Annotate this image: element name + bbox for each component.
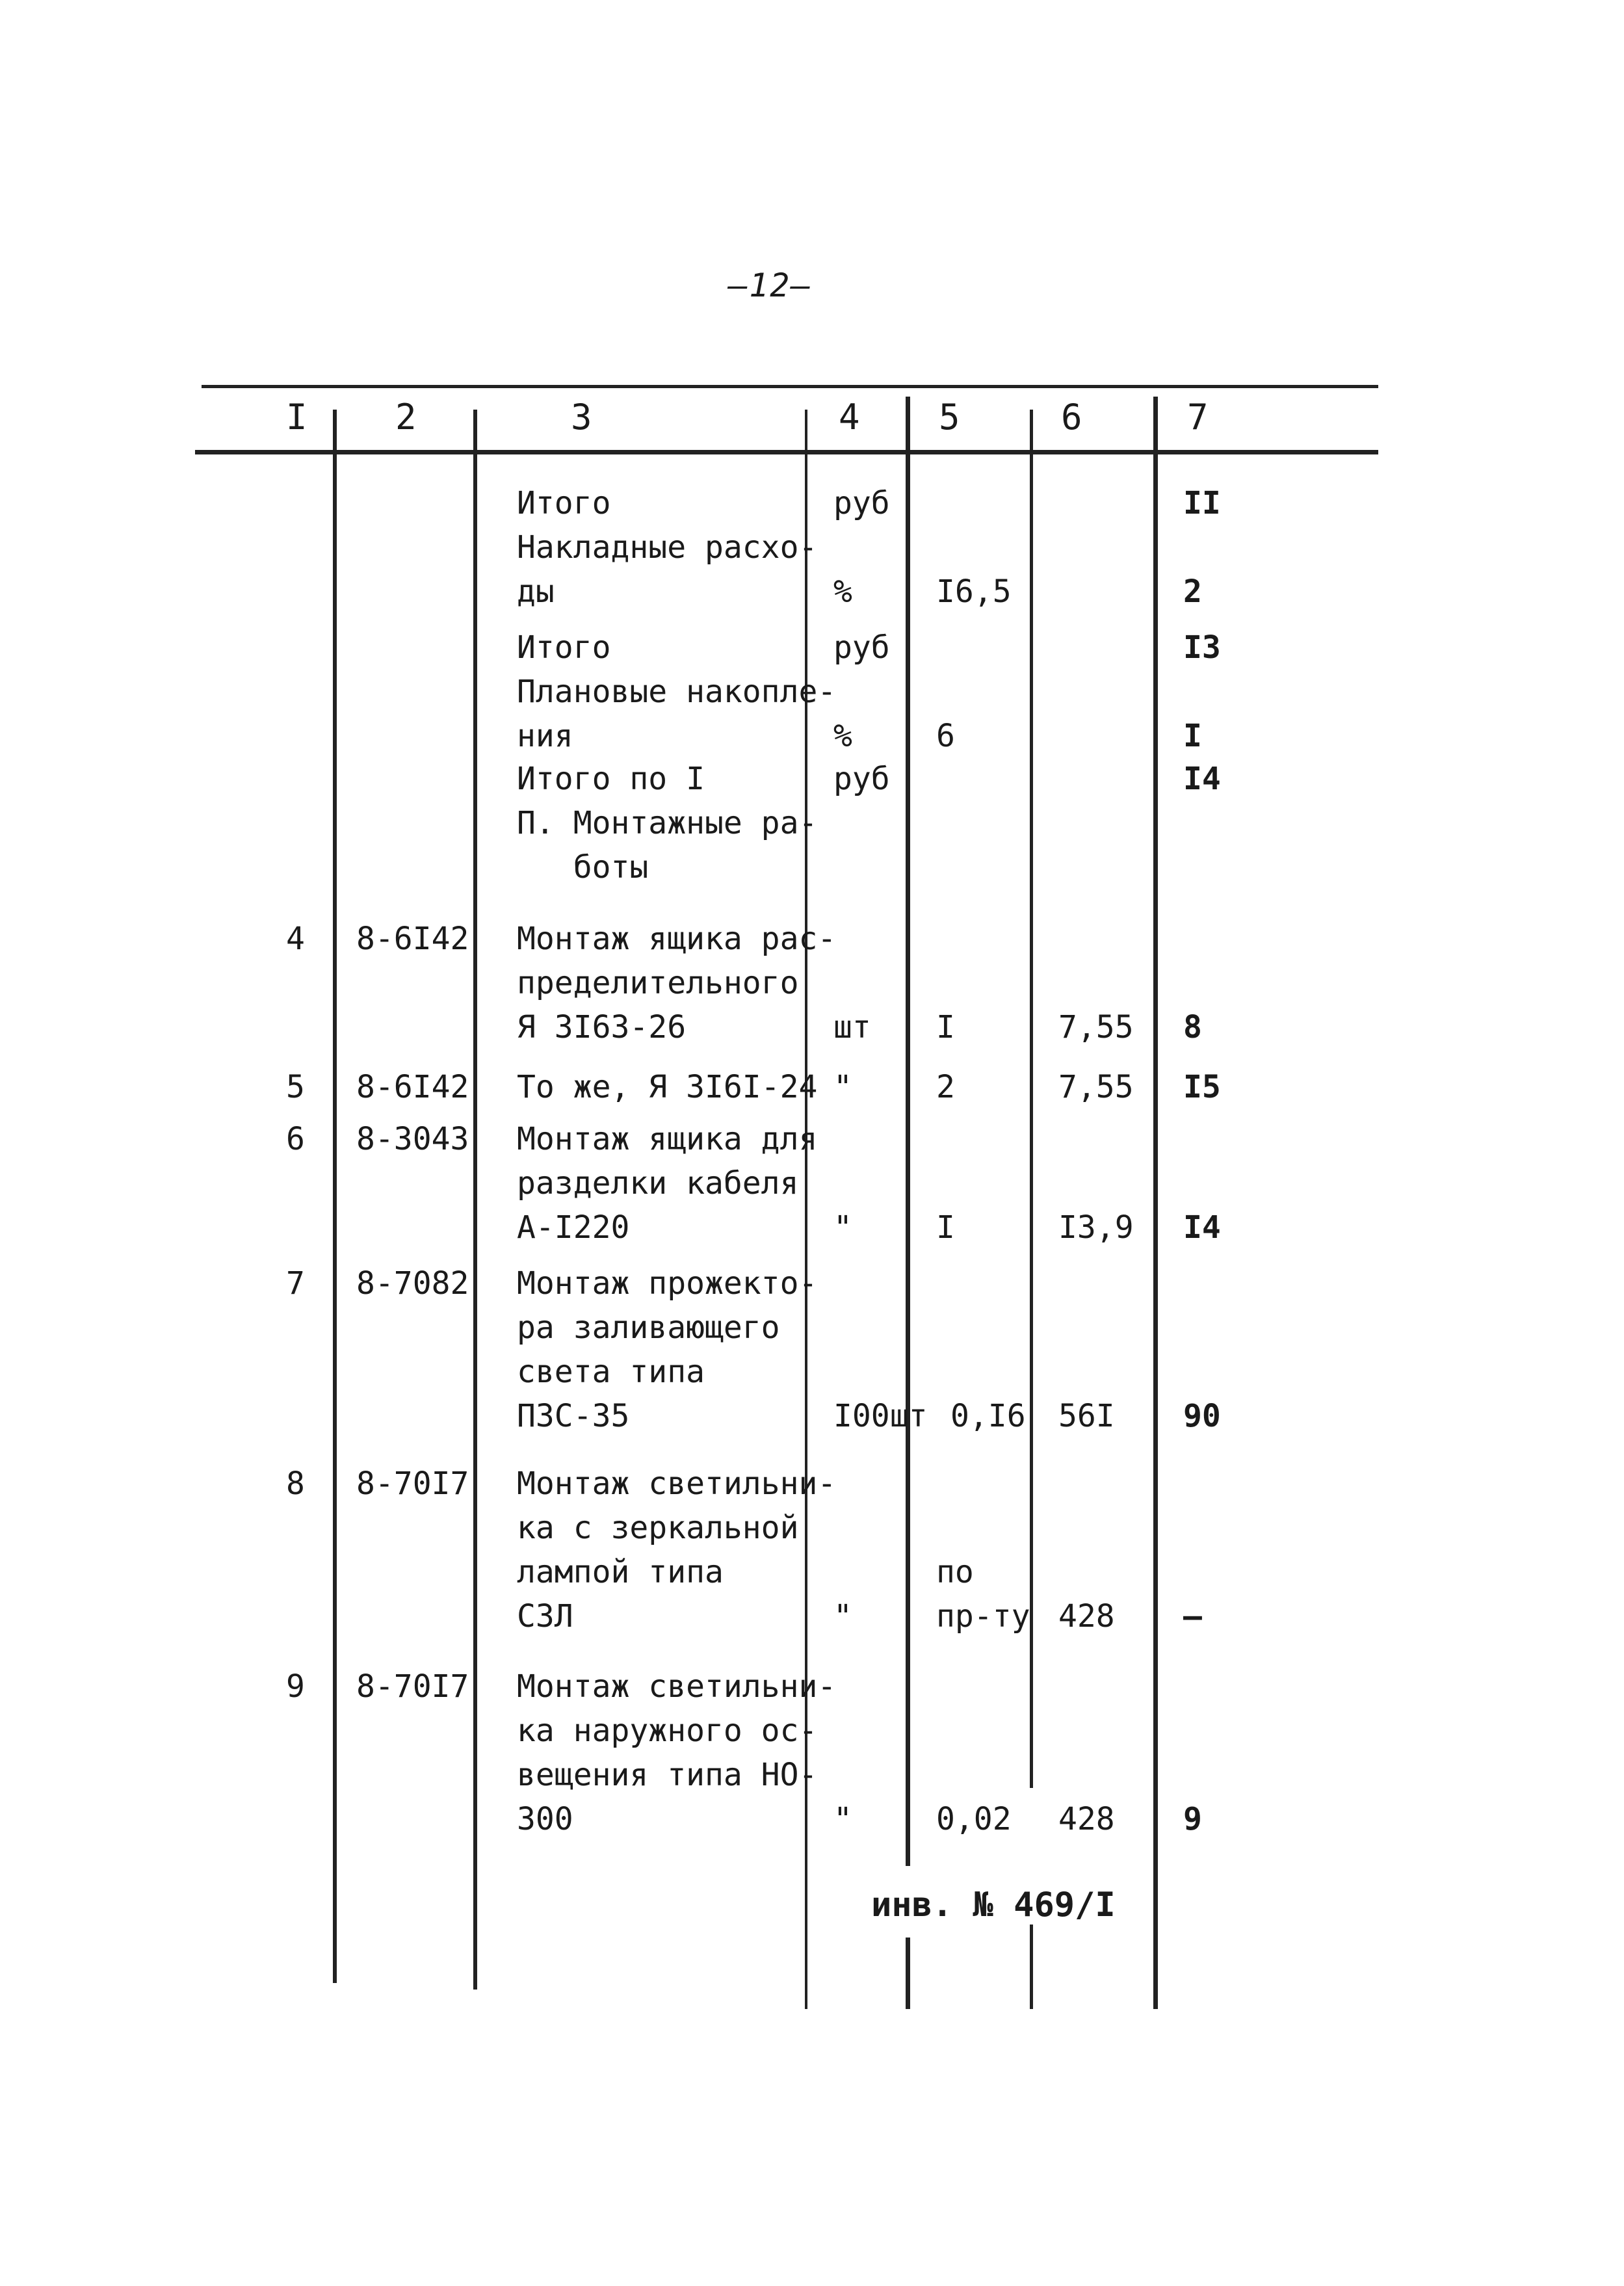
row-total: I4 [1183, 761, 1221, 797]
row-description: пределительного [517, 965, 799, 1001]
row-quantity: 6 [936, 718, 955, 754]
table-header-rule [195, 450, 1378, 454]
row-quantity: I [936, 1209, 955, 1246]
row-description: Монтаж прожекто- [517, 1265, 818, 1302]
row-code: 8-3043 [356, 1121, 469, 1157]
row-quantity: 0,I6 [950, 1398, 1026, 1434]
column-divider-5 [1030, 410, 1033, 1788]
row-total: I4 [1183, 1209, 1221, 1246]
row-total: – [1183, 1598, 1202, 1635]
row-unit: " [833, 1598, 852, 1635]
row-number: 5 [286, 1069, 305, 1105]
row-price: 56I [1058, 1398, 1115, 1434]
header-col-2: 2 [395, 397, 417, 438]
row-price: 428 [1058, 1598, 1115, 1635]
row-quantity: 2 [936, 1069, 955, 1105]
header-col-5: 5 [939, 397, 960, 438]
row-price: I3,9 [1058, 1209, 1134, 1246]
row-code: 8-70I7 [356, 1668, 469, 1705]
header-col-7: 7 [1187, 397, 1209, 438]
header-col-3: 3 [571, 397, 592, 438]
row-description: 300 [517, 1801, 573, 1837]
row-total: 2 [1183, 573, 1202, 610]
row-number: 4 [286, 921, 305, 957]
row-description: Монтаж светильни- [517, 1465, 837, 1502]
row-description: ПЗС-35 [517, 1398, 630, 1434]
row-unit: руб [833, 485, 890, 521]
row-total: 8 [1183, 1009, 1202, 1045]
row-description: ния [517, 718, 573, 754]
page-number: –12– [728, 267, 812, 304]
row-unit: I00шт [833, 1398, 928, 1434]
row-description: ра заливающего [517, 1309, 780, 1346]
row-quantity: I [936, 1009, 955, 1045]
row-description: Итого [517, 485, 611, 521]
row-unit: " [833, 1209, 852, 1246]
row-description: Накладные расхо- [517, 529, 818, 566]
row-unit: " [833, 1801, 852, 1837]
row-description: ка с зеркальной [517, 1510, 799, 1546]
row-price: 7,55 [1058, 1009, 1134, 1045]
row-description: Монтаж ящика рас- [517, 921, 837, 957]
header-col-1: I [286, 397, 308, 438]
row-description: Итого по I [517, 761, 705, 797]
table-top-rule [202, 385, 1378, 388]
row-total: I [1183, 718, 1202, 754]
row-description: Монтаж ящика для [517, 1121, 818, 1157]
row-description: А-I220 [517, 1209, 630, 1246]
row-description: Плановые накопле- [517, 674, 837, 710]
row-price: 7,55 [1058, 1069, 1134, 1105]
header-col-6: 6 [1061, 397, 1082, 438]
row-description: То же, Я 3I6I-24 [517, 1069, 818, 1105]
row-quantity: I6,5 [936, 573, 1012, 610]
row-description: Я 3I63-26 [517, 1009, 687, 1045]
row-number: 7 [286, 1265, 305, 1302]
row-number: 9 [286, 1668, 305, 1705]
row-description: вещения типа НО- [517, 1757, 818, 1793]
row-unit: " [833, 1069, 852, 1105]
column-divider-6 [1153, 397, 1158, 2009]
row-description: разделки кабеля [517, 1165, 799, 1202]
column-divider-4b [906, 1938, 910, 2009]
row-price: 428 [1058, 1801, 1115, 1837]
column-divider-4 [906, 397, 910, 1866]
row-number: 8 [286, 1465, 305, 1502]
row-description: СЗЛ [517, 1598, 573, 1635]
row-description: ды [517, 573, 555, 610]
row-code: 8-6I42 [356, 1069, 469, 1105]
row-unit: руб [833, 761, 890, 797]
row-unit: руб [833, 629, 890, 666]
column-divider-2 [473, 410, 477, 1990]
header-col-4: 4 [839, 397, 860, 438]
column-divider-1 [333, 410, 337, 1983]
row-quantity: по пр-ту [936, 1554, 1030, 1635]
row-total: I5 [1183, 1069, 1221, 1105]
row-code: 8-6I42 [356, 921, 469, 957]
row-number: 6 [286, 1121, 305, 1157]
row-code: 8-7082 [356, 1265, 469, 1302]
row-description: Монтаж светильни- [517, 1668, 837, 1705]
row-unit: % [833, 573, 852, 610]
row-total: 90 [1183, 1398, 1221, 1434]
row-total: 9 [1183, 1801, 1202, 1837]
row-description: П. Монтажные ра- [517, 805, 818, 841]
row-unit: шт [833, 1009, 871, 1045]
row-description: боты [517, 849, 649, 886]
inventory-number: инв. № 469/I [871, 1885, 1116, 1925]
row-description: ка наружного ос- [517, 1713, 818, 1749]
row-description: света типа [517, 1354, 705, 1390]
row-total: II [1183, 485, 1221, 521]
row-quantity: 0,02 [936, 1801, 1012, 1837]
row-total: I3 [1183, 629, 1221, 666]
row-description: Итого [517, 629, 611, 666]
row-unit: % [833, 718, 852, 754]
row-code: 8-70I7 [356, 1465, 469, 1502]
row-description: лампой типа [517, 1554, 724, 1590]
column-divider-5b [1030, 1925, 1033, 2009]
